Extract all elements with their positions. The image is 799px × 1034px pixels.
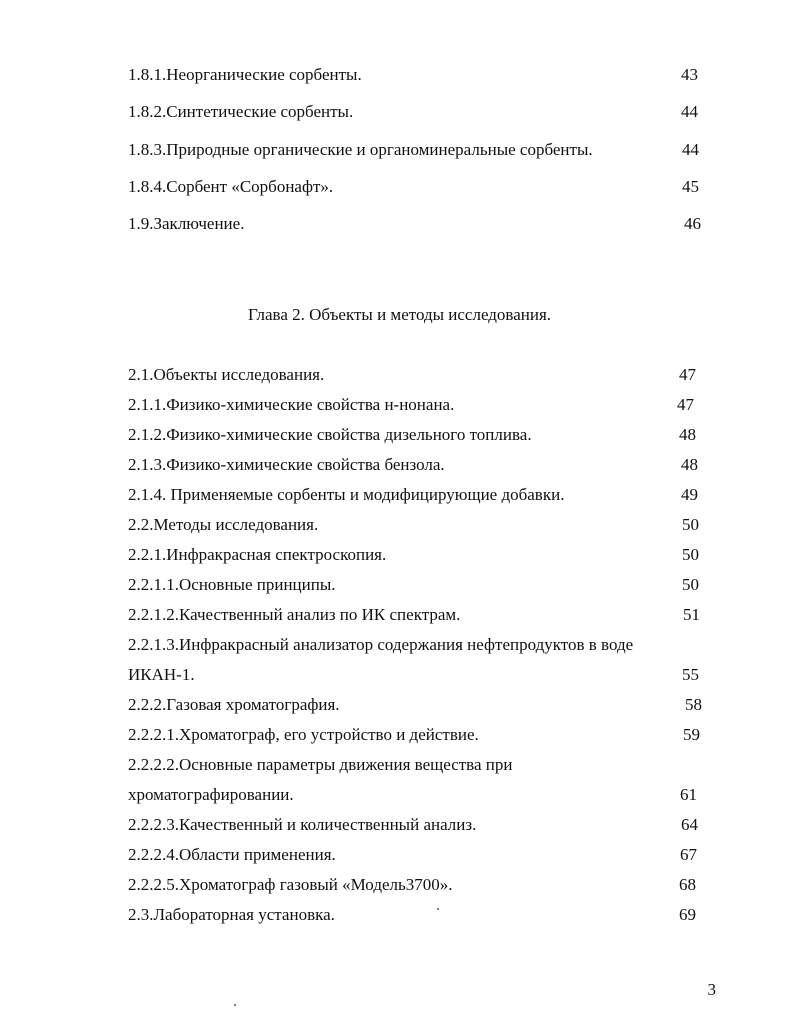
toc-entry-page: 50 [682,545,699,564]
toc-entry-title: 2.2.2.4.Области применения. [128,845,336,864]
toc-entry-page: 55 [682,665,699,684]
toc-entry-title: 2.2.2.3.Качественный и количественный анализ. [128,815,477,834]
toc-entry-page: 50 [682,575,699,594]
toc-entry-page: 46 [684,214,701,233]
toc-entry-title: 2.2.Методы исследования. [128,515,319,534]
toc-entry-page: 51 [683,605,700,624]
toc-entry-title: 2.2.2.Газовая хроматография. [128,695,340,714]
toc-entry-page: 44 [682,140,699,159]
toc-entry-page: 64 [681,815,698,834]
scan-speck [234,1004,236,1006]
toc-entry-page: 58 [685,695,702,714]
toc-entry-page: 44 [681,102,698,121]
toc-entry-title: 2.2.1.Инфракрасная спектроскопия. [128,545,387,564]
toc-entry-page: 68 [679,875,696,894]
toc-entry-page: 43 [681,65,698,84]
toc-entry-title: 1.8.1.Неорганические сорбенты. [128,65,362,84]
toc-entry-page: 59 [683,725,700,744]
toc-entry-title: 1.8.2.Синтетические сорбенты. [128,102,354,121]
toc-entry-title: 2.2.1.2.Качественный анализ по ИК спектрам. [128,605,461,624]
toc-entry-title: 1.8.4.Сорбент «Сорбонафт». [128,177,334,196]
toc-entry-page: 67 [680,845,697,864]
toc-entry-title: 2.1.Объекты исследования. [128,365,325,384]
toc-entry-title: 1.9.Заключение. [128,214,245,233]
toc-entry-title: 1.8.3.Природные органические и органоминеральные сорбенты. [128,140,593,159]
toc-entry-page: 49 [681,485,698,504]
toc-entry-page: 69 [679,905,696,924]
toc-entry-title: 2.1.1.Физико-химические свойства н-нонана. [128,395,455,414]
toc-entry-page: 61 [680,785,697,804]
toc-entry-title: 2.2.1.1.Основные принципы. [128,575,336,594]
toc-entry-title: хроматографировании. [128,785,294,804]
toc-entry-page: 48 [681,455,698,474]
toc-entry-title: 2.1.4. Применяемые сорбенты и модифицирующие добавки. [128,485,565,504]
toc-entry-title: 2.2.1.3.Инфракрасный анализатор содержания нефтепродуктов в воде [128,635,634,654]
scan-speck [437,908,439,910]
toc-entry-title: 2.2.2.1.Хроматограф, его устройство и действие. [128,725,479,744]
toc-entry-title: 2.2.2.2.Основные параметры движения вещества при [128,755,513,774]
toc-entry-page: 47 [677,395,694,414]
toc-entry-title: 2.1.3.Физико-химические свойства бензола. [128,455,445,474]
toc-entry-page: 48 [679,425,696,444]
page-number: 3 [707,980,716,999]
toc-entry-page: 47 [679,365,696,384]
toc-entry-title: 2.3.Лабораторная установка. [128,905,335,924]
toc-entry-title: 2.1.2.Физико-химические свойства дизельного топлива. [128,425,532,444]
toc-entry-title: 2.2.2.5.Хроматограф газовый «Модель3700». [128,875,453,894]
toc-entry-page: 50 [682,515,699,534]
chapter-heading: Глава 2. Объекты и методы исследования. [247,305,552,324]
toc-entry-title: ИКАН-1. [128,665,195,684]
toc-entry-page: 45 [682,177,699,196]
